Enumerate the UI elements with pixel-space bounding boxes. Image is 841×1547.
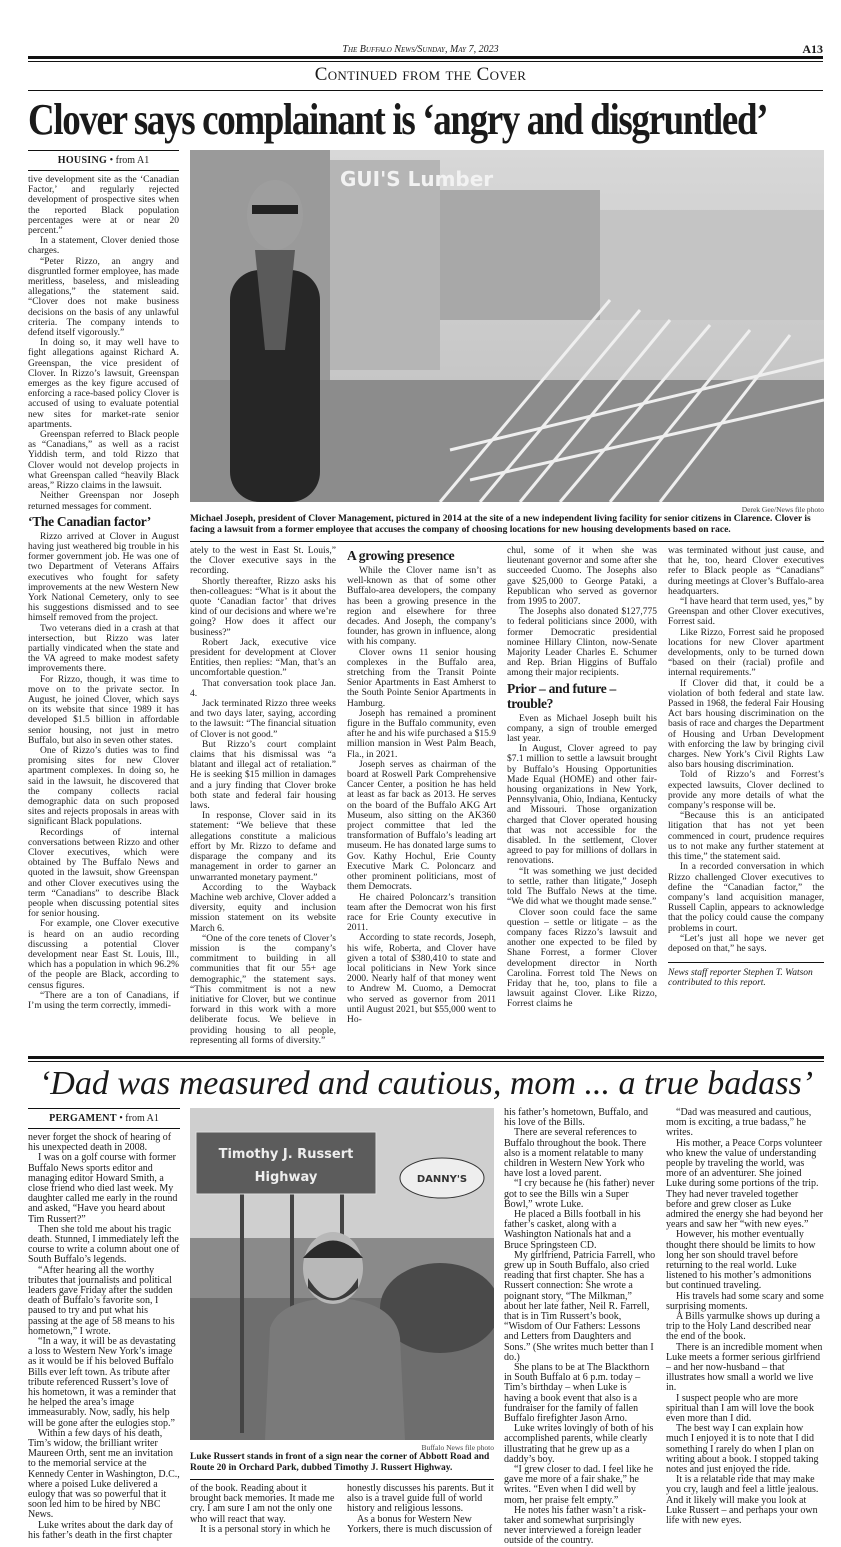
paragraph: Told of Rizzo’s and Forrest’s expected lawsuits, Clover declined to provide any more details of what the company’s response will be.: [668, 770, 824, 812]
article2-column-2: [190, 1484, 337, 1535]
article1-left-column: [28, 150, 179, 1011]
paragraph: While the Clover name isn’t as well-known as that of some other Buffalo-area developers, the company has been a growing presence in the region and elsewhere for three decades. And Joseph, the company’s founder, has grown in influence, along with his company.: [347, 566, 496, 648]
paragraph: As a bonus for Western New Yorkers, there is much discussion of: [347, 1513, 493, 1535]
article1-photo: [190, 150, 824, 502]
jump-slug: PERGAMENT: [49, 1112, 117, 1124]
paragraph: Luke writes about the dark day of his father’s death in the first chapter: [28, 1519, 173, 1541]
page-folio: The Buffalo News/Sunday, May 7, 2023: [342, 44, 499, 55]
jump-slug: HOUSING: [57, 155, 108, 166]
sign-line-1: Timothy J. Russert: [218, 1146, 354, 1162]
jump-from: • from A1: [107, 155, 150, 166]
paragraph: Joseph serves as chairman of the board at Roswell Park Comprehensive Cancer Center, a position he has held at least as far back as 2013. He serves on the board of the Buffalo AKG Art Museum, also sitting on the AK360 project committee that led the transformation of Buffalo’s leading art museum. He has donated large sums to Gov. Kathy Hochul, Erie County Executive Mark C. Poloncarz and other prominent politicians, most of them Democrats.: [347, 759, 496, 893]
paragraph: “There are a ton of Canadians, if I’m using the term correctly, immedi-: [28, 990, 179, 1012]
paragraph: I suspect people who are more spiritual than I am will love the book even more than I did.: [666, 1392, 815, 1425]
page-number: A13: [802, 42, 823, 56]
paragraph: One of Rizzo’s duties was to find promising sites for new Clover apartment complexes. In doing so, he said in the lawsuit, he discovered that the company collects racial demographic data on such proposed sites and rejects proposals in areas with significant Black populations.: [28, 745, 179, 828]
section-title: Continued from the Cover: [314, 64, 527, 85]
paragraph: “I cry because he (his father) never got to see the Bills win a Super Bowl,” wrote Luke.: [504, 1178, 655, 1210]
paragraph: The best way I can explain how much I enjoyed it is to note that I did something I rarely do when I plan on writing about a book. I stopped taking notes and just enjoyed the ride.: [666, 1423, 819, 1476]
article2-photo-credit: Buffalo News file photo: [421, 1442, 494, 1452]
photo-michael-joseph-construction-site: [190, 150, 824, 502]
paragraph: For example, one Clover executive is heard on an audio recording discussing a potential Clover development near East St. Louis, Ill., which has a population in which 96.2% of the people are Black, according to census figures.: [28, 919, 179, 991]
article1-right-area: [190, 150, 824, 1046]
paragraph: “One of the core tenets of Clover’s mission is the company’s commitment to building in all communities that fit our 55+ age demographic,” the statement says. “This commitment is not a new initiative for Clover, but we continue forward in this work with a more deliberate focus. We believe in providing housing to all people, representing all forms of diversity.”: [190, 933, 336, 1046]
paragraph: She plans to be at The Blackthorn in South Buffalo at 6 p.m. today – Tim’s birthday – when Luke is having a book event that also is a fundraiser for the family of fallen Buffalo firefighter Jason Arno.: [504, 1362, 650, 1425]
paragraph: “I grew closer to dad. I feel like he gave me more of a fair shake,” he writes. “Even when I did well by mom, her praise felt empty.”: [504, 1464, 654, 1506]
paragraph: In response, Clover said in its statement: “We believe that these allegations constitute a malicious effort by Mr. Rizzo to defame and disparage the company and its management in order to garner an unwarranted monetary payment.”: [190, 811, 336, 883]
paragraph: never forget the shock of hearing of his unexpected death in 2008.: [28, 1131, 172, 1154]
paragraph: chul, some of it when she was lieutenant governor and some after she succeeded Cuomo. The Josephs also gave $25,000 to George Pataki, a Republican who served as governor from 1995 to 2007.: [507, 546, 657, 608]
article1-photo-caption: Michael Joseph, president of Clover Management, pictured in 2014 at the site of a new independent living facility for senior citizens in Clarence. Clover is facing a lawsuit from a former employee that accuses the company of choosing locations for new housing developments based on race.: [190, 514, 811, 535]
article1-column-5: [668, 546, 824, 1046]
paragraph: honestly discusses his parents. But it also is a travel guide full of world history and religious lessons.: [347, 1482, 494, 1515]
article2-photo-area: [190, 1108, 494, 1535]
paragraph: In a statement, Clover denied those charges.: [28, 236, 179, 257]
photo-luke-russert-highway-sign: [190, 1108, 494, 1440]
article2-under-photo-columns: [190, 1484, 494, 1535]
paragraph: Robert Jack, executive vice president for development at Clover Entities, then replies: “Man, that’s an uncomfortable question.”: [190, 637, 336, 679]
paragraph: Joseph has remained a prominent figure in the Buffalo community, even after he and his wife purchased a $15.9 million mansion in West Palm Beach, Fla., in 2021.: [347, 708, 496, 760]
paragraph: “I have heard that term used, yes,” by Greenspan and other Clover executives, Forrest said.: [668, 597, 824, 628]
paragraph: “Peter Rizzo, an angry and disgruntled former employee, has made meritless, baseless, and misleading allegations,” the statement said. “Clover does not make business decisions on the basis of any unlawful criteria. The company intends to defend itself vigorously.”: [28, 256, 179, 339]
paragraph: In doing so, it may well have to fight allegations against Richard A. Greenspan, the vice president of Clover. In Rizzo’s lawsuit, Greenspan emerges as the key figure accused of enforcing a race-based policy Clover is accused of using to evaluate potential new sites for market-rate senior apartments.: [28, 338, 179, 430]
article2-column-3: [347, 1484, 494, 1535]
paragraph: Within a few days of his death, Tim’s widow, the brilliant writer Maureen Orth, sent me an invitation to the memorial service at the Kennedy Center in Washington, D.C., where a poised Luke delivered a eulogy that was so powerful that it soon led him to be hired by NBC News.: [28, 1427, 180, 1521]
paragraph: I was on a golf course with former Buffalo News sports editor and managing editor Howard Smith, a close friend who died last week. My daughter called me early in the round and asked, “Have you heard about Tim Russert?”: [28, 1152, 178, 1225]
paragraph: “After hearing all the worthy tributes that journalists and political leaders gave Friday after the sudden death of Buffalo’s favorite son, I paused to try and put what his passing at the age of 58 means to his hometown,” I wrote.: [28, 1264, 175, 1337]
article2-column-5: [666, 1108, 824, 1526]
caption-rule: [190, 1479, 494, 1480]
paragraph: In a recorded conversation in which Rizzo challenged Clover executives to define the “Canadian factor,” the company’s land acquisition manager, Russell Caplin, appears to acknowledge that the policy could cause the company problems in court.: [668, 862, 824, 934]
paragraph: But Rizzo’s court complaint claims that his dismissal was “a blatant and illegal act of retaliation.” He is seeking $15 million in damages and a jury finding that Clover broke both state and federal fair housing laws.: [190, 739, 336, 812]
paragraph: There are several references to Buffalo throughout the book. There also is a moment relatable to many children in Western New York who have lost a loved parent.: [504, 1127, 647, 1180]
paragraph: The Josephs also donated $127,775 to federal politicians since 2000, with former Democratic presidential nominee Hillary Clinton, now-Senate Majority Leader Charles E. Schumer and Rep. Brian Higgins of Buffalo among their major recipients.: [507, 607, 657, 679]
paragraph: Greenspan referred to Black people as “Canadians,” as well as a racist Yiddish term, and told Rizzo that Clover would not develop projects in what Greenspan called “heavily Black areas,” Rizzo claims in the lawsuit.: [28, 430, 179, 492]
paragraph: ately to the west in East St. Louis,” the Clover executive says in the recording.: [190, 546, 336, 577]
paragraph: Rizzo arrived at Clover in August having just weathered big trouble in his former government job. He was one of two Department of Veterans Affairs executives who fought for safety improvements at the new Western New York National Cemetery, only to see his suggestions dismissed and to see himself removed from the project.: [28, 531, 179, 624]
paragraph: According to the Wayback Machine web archive, Clover added a diversity, equity and inclusion mission statement on its website March 6.: [190, 882, 336, 934]
subhead: Prior – and future – trouble?: [507, 680, 617, 711]
paragraph: He notes his father wasn’t a risk-taker and somewhat surprisingly never interviewed a foreign leader outside of the country.: [504, 1504, 647, 1547]
paragraph: Clover owns 11 senior housing complexes in the Buffalo area, stretching from the Transit Pointe Senior Apartments in East Amherst to the South Pointe Senior Apartments in Hamburg.: [347, 647, 496, 709]
page-body: [28, 150, 824, 1547]
paragraph: His mother, a Peace Corps volunteer who knew the value of understanding people by traveling the world, was more of an adventurer. She joined Luke during some portions of the trip. They had never traveled together before and grew closer as Luke admired the energy she had beyond her years and saw her “with new eyes.”: [666, 1137, 823, 1231]
paragraph: For Rizzo, though, it was time to move on to the private sector. In August, he joined Clover, which says on its website that since 1989 it has developed $1.5 billion in affordable senior housing, not just in metro Buffalo, but also in seven other states.: [28, 674, 179, 746]
article1-column-3: [347, 546, 496, 1046]
article2-headline: ‘Dad was measured and cautious, mom ... a true badass’: [38, 1064, 814, 1102]
paragraph: Recordings of internal conversations between Rizzo and other Clover executives, which were obtained by The Buffalo News and quoted in the lawsuit, show Greenspan and other Clover executives using the term “Canadians” to describe Black people when discussing potential sites for senior housing.: [28, 827, 179, 920]
paragraph: “Dad was measured and cautious, mom is exciting, a true badass,” he writes.: [666, 1106, 812, 1139]
paragraph: A Bills yarmulke shows up during a trip to the Holy Land described near the end of the book.: [666, 1311, 820, 1343]
paragraph: His travels had some scary and some surprising moments.: [666, 1290, 824, 1312]
paragraph: My girlfriend, Patricia Farrell, who grew up in South Buffalo, also cried reading that first chapter. She has a Russert connection: She wrote a poignant story, “The Milkman,” about her late father, Neil R. Farrell, that is in Tim Russert’s book, “Wisdom of Our Fathers: Lessons and Letters from Daughters and Sons.” (She writes much better than I do.): [504, 1249, 656, 1363]
article2-column-1: [28, 1133, 180, 1541]
paragraph: It is a relatable ride that may make you cry, laugh and feel a little jealous. And it likely will make you look at Luke Russert – and perhaps your own life with new eyes.: [666, 1474, 819, 1527]
article-divider: [28, 1056, 824, 1062]
paragraph: tive development site as the ‘Canadian Factor,’ and regularly rejected development of prospective sites when the reported Black population percentages were at or near 20 percent.”: [28, 175, 179, 237]
article1-column-2: [190, 546, 336, 1046]
paragraph: Like Rizzo, Forrest said he proposed locations for new Clover apartment developments, only to be turned down “based on their (racial) profile and internal requirements.”: [668, 627, 824, 679]
store-sign: DANNY'S: [416, 1173, 468, 1185]
paragraph: his father’s hometown, Buffalo, and his love of the Bills.: [504, 1106, 649, 1129]
paragraph: Neither Greenspan nor Joseph returned messages for comment.: [28, 491, 179, 512]
subhead: ‘The Canadian factor’: [28, 513, 151, 529]
paragraph: “It was something we just decided to settle, rather than litigate,” Joseph told The Buffalo News at the time. “We did what we thought made sense.”: [507, 866, 657, 908]
paragraph: of the book. Reading about it brought back memories. It made me cry. I am sure I am not the only one who will react that way.: [190, 1482, 335, 1525]
paragraph: There is an incredible moment when Luke meets a former serious girlfriend – and her now-husband – that illustrates how small a world we live in.: [666, 1341, 823, 1394]
paragraph: Even as Michael Joseph built his company, a sign of trouble emerged last year.: [507, 713, 657, 745]
paragraph: He placed a Bills football in his father’s casket, along with a Washington Nationals hat and a Bruce Springsteen CD.: [504, 1208, 641, 1251]
article2-photo-caption: Luke Russert stands in front of a sign near the corner of Abbott Road and Route 20 in Orchard Park, dubbed Timothy J. Russert Highway.: [190, 1451, 490, 1473]
paragraph: Clover soon could face the same question – settle or litigate – as the company faces Rizzo’s lawsuit and another one expected to be filed by Shane Forrest, a former Clover development director in North Carolina. Forrest told The News on Friday that he, too, plans to file a lawsuit against Clover. Like Rizzo, Forrest claims he: [507, 907, 657, 1010]
article2-jump-line: [28, 1108, 180, 1129]
paragraph: However, his mother eventually thought there should be limits to how long her son should travel before returning to the real world. Luke listened to his mother’s admonitions but continued traveling.: [666, 1229, 816, 1292]
paragraph: “Because this is an anticipated litigation that has not yet been commenced in court, prudence requires us to not make any further statement at this time,” the statement said.: [668, 811, 824, 863]
article1-columns: [190, 546, 824, 1046]
lumber-wrap-text: GUI'S Lumber: [340, 167, 494, 191]
paragraph: “Let’s just all hope we never get deposed on that,” he says.: [668, 933, 824, 954]
paragraph: If Clover did that, it could be a violation of both federal and state law. Passed in 1968, the federal Fair Housing Act bars housing discrimination on the basis of race and charges the Department of Housing and Urban Development with enforcing the law by bringing civil charges. New York’s Civil Rights Law also bars housing discrimination.: [668, 678, 824, 771]
article2-column-4: [504, 1108, 656, 1547]
paragraph: was terminated without just cause, and that he, too, heard Clover executives refer to Black people as “Canadians” during meetings at Clover’s Buffalo-area headquarters.: [668, 546, 824, 597]
article1-column-4: [507, 546, 657, 1046]
article2-photo: [190, 1108, 494, 1440]
article1-column-1: [28, 175, 179, 1011]
section-rule: [28, 90, 823, 91]
subhead: A growing presence: [347, 548, 455, 563]
paragraph: That conversation took place Jan. 4.: [190, 678, 336, 699]
paragraph: “In a way, it will be as devastating a loss to Western New York’s image as it would be if his beloved Buffalo Bills ever left town. As tribute after tribute referenced Russert’s love of his hometown, it was a reminder that he helped the area’s image immeasurably. Now, sadly, his help will be gone after the eulogies stop.”: [28, 1336, 177, 1429]
article2-left-column: [28, 1108, 180, 1541]
contributor-tagline: News staff reporter Stephen T. Watson contributed to this report.: [668, 962, 824, 988]
sign-line-2: Highway: [254, 1169, 318, 1185]
paragraph: Then she told me about his tragic death. Stunned, I immediately left the course to write a column about one of South Buffalo’s legends.: [28, 1223, 180, 1266]
jump-from: • from A1: [116, 1112, 159, 1124]
paragraph: Two veterans died in a crash at that intersection, but Rizzo was later partially vindicated when the state and the VA agreed to make modest safety improvements there.: [28, 623, 179, 675]
masthead-rule: [28, 56, 823, 62]
article1-headline: Clover says complainant is ‘angry and disgruntled’: [28, 95, 768, 144]
caption-rule: [190, 541, 824, 542]
paragraph: He chaired Poloncarz’s transition team after the Democrat won his first race for Erie County executive in 2011.: [347, 892, 496, 934]
article1-photo-credit: Derek Gee/News file photo: [741, 505, 824, 514]
paragraph: Luke writes lovingly of both of his accomplished parents, while clearly illustrating that he grew up as a daddy’s boy.: [504, 1423, 654, 1465]
paragraph: Shortly thereafter, Rizzo asks his then-colleagues: “What is it about the quote ‘Canadian factor’ that drives kind of our decisions and where we’re going? How does it affect our business?”: [190, 576, 336, 638]
paragraph: It is a personal story in which he: [200, 1523, 331, 1535]
paragraph: In August, Clover agreed to pay $7.1 million to settle a lawsuit brought by Buffalo’s Housing Opportunities Made Equal (HOME) and other fair-housing organizations in New York, Pennsylvania, Ohio, Indiana, Kentucky and Missouri. Those organization charged that Clover operated housing that was not accessible for the disabled. In the settlement, Clover agreed to pay for millions of dollars in renovations.: [507, 744, 657, 867]
article1: [28, 150, 824, 1046]
paragraph: According to state records, Joseph, his wife, Roberta, and Clover have given a total of $380,410 to state and local politicians in New York since 2000. Nearly half of that money went to Andrew M. Cuomo, a Democrat who served as governor from 2011 until August 2021, but $55,000 went to Ho-: [347, 933, 496, 1025]
article2: [28, 1108, 824, 1547]
paragraph: Jack terminated Rizzo three weeks and two days later, saying, according to the lawsuit: “The financial situation of Clover is not good.”: [190, 699, 336, 740]
article1-jump-line: [28, 150, 179, 171]
